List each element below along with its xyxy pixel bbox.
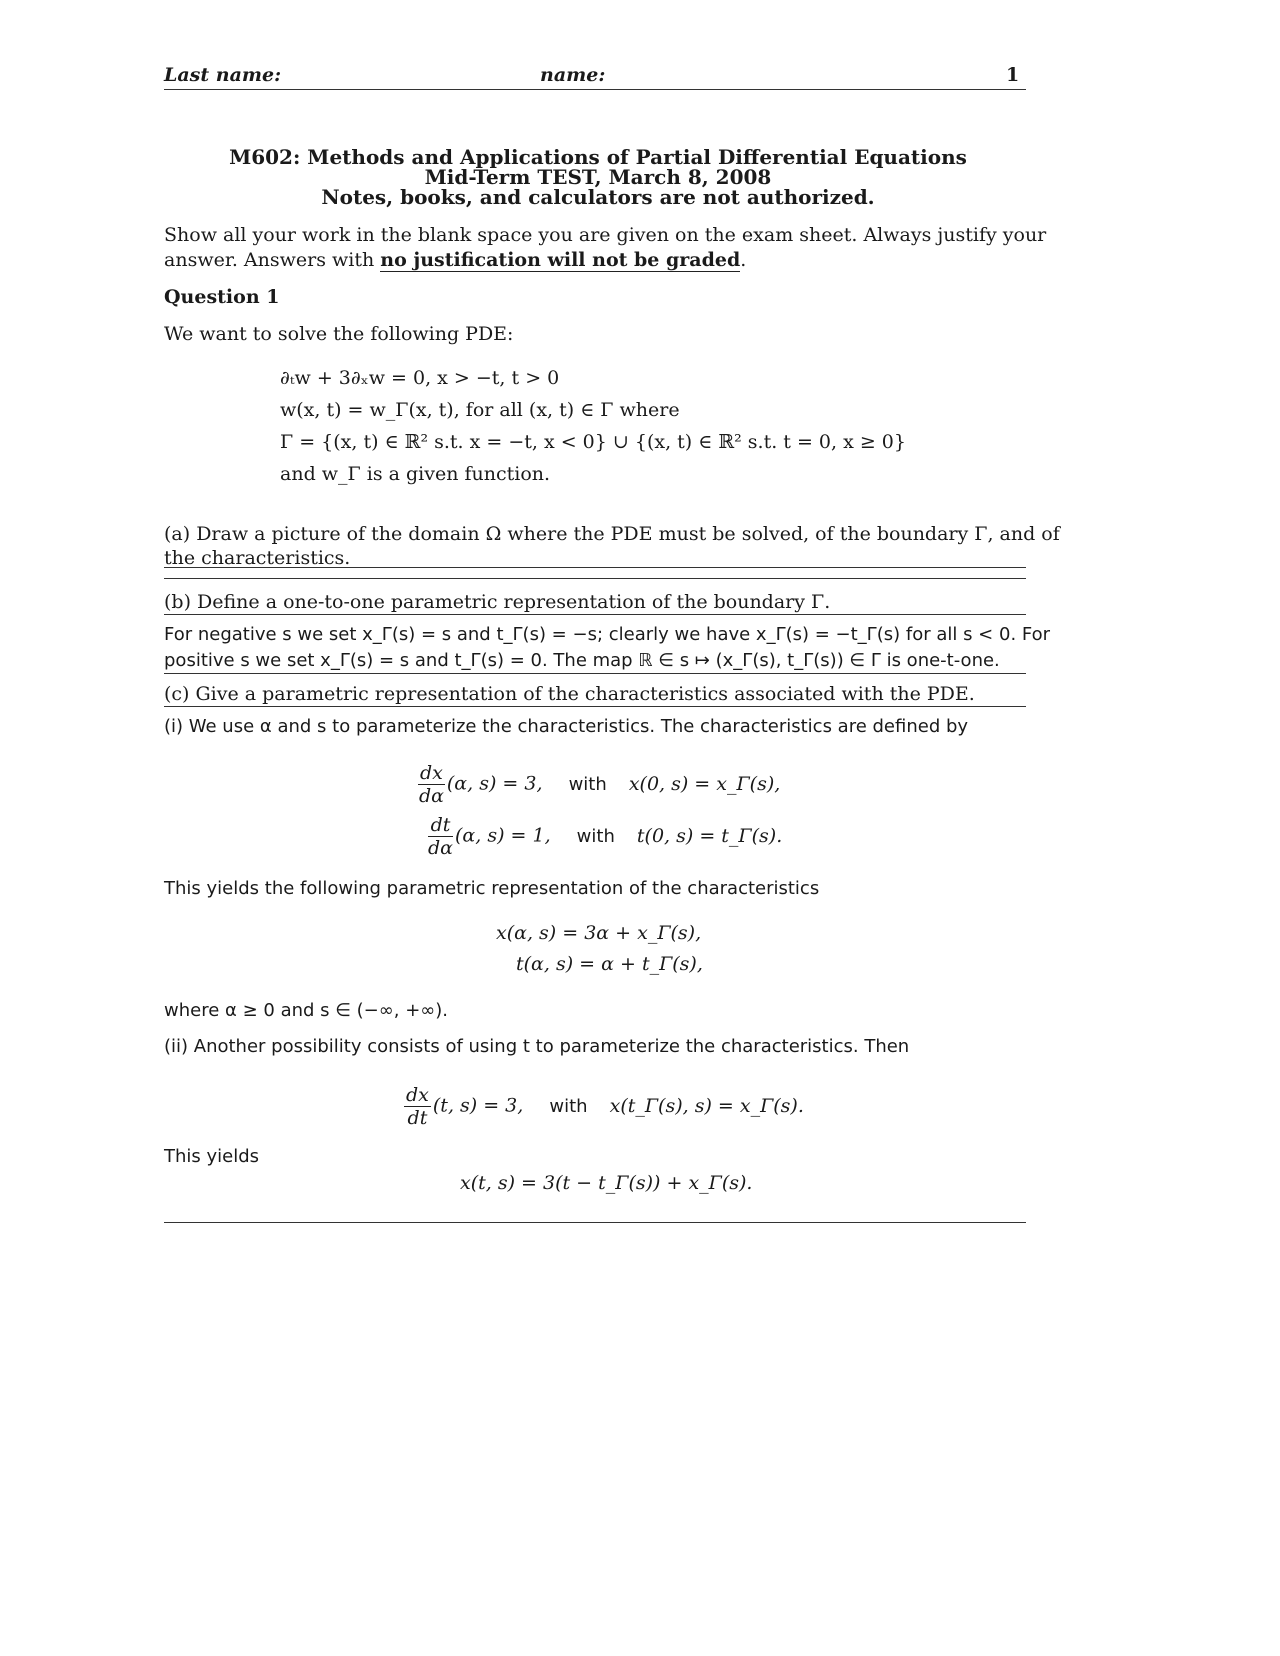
pde-line-3: Γ = {(x, t) ∈ ℝ² s.t. x = −t, x < 0} ∪ {(x, t) ∈ ℝ² s.t. t = 0, x ≥ 0} — [280, 431, 906, 453]
no-justification-emphasis: no justification will not be graded — [380, 249, 741, 271]
question-heading: Question 1 — [164, 286, 280, 308]
part-b-answer-line1: For negative s we set x_Γ(s) = s and t_Γ(s) = −s; clearly we have x_Γ(s) = −t_Γ(s) for all s < 0. For — [164, 624, 1051, 645]
part-c-i-intro: (i) We use α and s to parameterize the characteristics. The characteristics are defined by — [164, 716, 969, 737]
exam-title-line1: M602: Methods and Applications of Partial Differential Equations — [229, 145, 967, 169]
part-a-line1: (a) Draw a picture of the domain Ω where the PDE must be solved, of the boundary Γ, and of — [164, 523, 1060, 545]
result-x: x(α, s) = 3α + x_Γ(s), — [496, 922, 702, 944]
page-number: 1 — [1006, 64, 1020, 86]
part-b-prompt: (b) Define a one-to-one parametric representation of the boundary Γ. — [164, 591, 831, 613]
yields-text: This yields the following parametric representation of the characteristics — [164, 878, 820, 899]
part-c-prompt: (c) Give a parametric representation of the characteristics associated with the PDE. — [164, 683, 975, 705]
pde-line-1: ∂ₜw + 3∂ₓw = 0, x > −t, t > 0 — [280, 367, 560, 389]
part-c-ii-intro: (ii) Another possibility consists of using t to parameterize the characteristics. Then — [164, 1036, 910, 1057]
this-yields: This yields — [164, 1146, 260, 1167]
pde-line-4: and w_Γ is a given function. — [280, 463, 551, 485]
exam-title-line2: Mid-Term TEST, March 8, 2008 — [424, 165, 772, 189]
fraction-dx-dalpha: $\frac{dx}{d\alpha}$ — [418, 762, 444, 807]
question-intro: We want to solve the following PDE: — [164, 323, 514, 345]
ode-eq1: $\frac{dx}{d\alpha}$ (α, s) = 3, with x(0, s) = x_Γ(s), — [418, 762, 781, 807]
fraction-dt-dalpha: $\frac{dt}{d\alpha}$ — [428, 814, 453, 859]
part-b-answer-line2: positive s we set x_Γ(s) = s and t_Γ(s) = 0. The map ℝ ∈ s ↦ (x_Γ(s), t_Γ(s)) ∈ Γ is one-t-one. — [164, 650, 1000, 671]
fraction-dx-dt: $\frac{dx}{dt}$ — [406, 1084, 429, 1129]
where-text: where α ≥ 0 and s ∈ (−∞, +∞). — [164, 1000, 449, 1021]
instructions-line2: answer. Answers with no justification will not be graded. — [164, 249, 747, 271]
answer-rule-b2 — [164, 673, 1026, 674]
answer-rule-a1 — [164, 567, 1026, 568]
name-label: name: — [540, 64, 606, 86]
last-name-label: Last name: — [164, 64, 282, 86]
answer-rule-a2 — [164, 578, 1026, 579]
answer-rule-b1 — [164, 614, 1026, 615]
result-t: t(α, s) = α + t_Γ(s), — [516, 953, 703, 975]
header-rule — [164, 89, 1026, 90]
ode-eq2: $\frac{dt}{d\alpha}$ (α, s) = 1, with t(0, s) = t_Γ(s). — [428, 814, 783, 859]
final-equation: x(t, s) = 3(t − t_Γ(s)) + x_Γ(s). — [460, 1172, 753, 1194]
ode-eq3: $\frac{dx}{dt}$ (t, s) = 3, with x(t_Γ(s), s) = x_Γ(s). — [406, 1084, 804, 1129]
part-a-line2: the characteristics. — [164, 547, 351, 569]
pde-line-2: w(x, t) = w_Γ(x, t), for all (x, t) ∈ Γ where — [280, 399, 680, 421]
instructions-line1: Show all your work in the blank space you are given on the exam sheet. Always justify your — [164, 224, 1047, 246]
answer-rule-end — [164, 1222, 1026, 1223]
exam-title-line3: Notes, books, and calculators are not authorized. — [321, 185, 875, 209]
answer-rule-c1 — [164, 706, 1026, 707]
